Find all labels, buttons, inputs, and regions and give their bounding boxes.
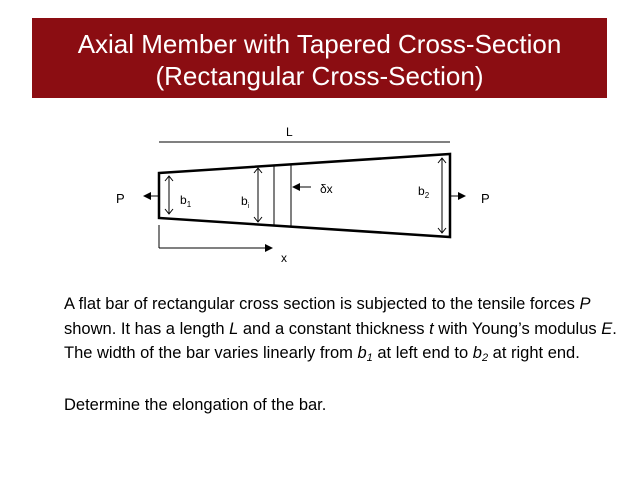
title-line-1: Axial Member with Tapered Cross-Section — [77, 29, 562, 59]
x-label: x — [281, 251, 287, 265]
length-label: L — [286, 125, 293, 139]
b1-label: $b_1$ — [180, 193, 192, 209]
problem-statement — [64, 292, 624, 417]
right-load-label: P — [481, 191, 490, 206]
title-line-2: (Rectangular Cross-Section) — [155, 61, 484, 91]
tapered-bar — [159, 154, 450, 237]
element-label: δx — [320, 182, 333, 196]
question-text: Determine the elongation of the bar. — [64, 395, 327, 414]
problem-paragraph: A flat bar of rectangular cross section is subjected to the tensile forces P shown. It has a length L and a constant thickness t with Young’s modulus E. The width of the bar varies linearly from $b_1$ at left end to $b_2$ at right end. — [64, 295, 617, 364]
bi-label: $b_i$ — [241, 194, 250, 210]
left-load-label: P — [116, 191, 125, 206]
b2-label: $b_2$ — [418, 184, 430, 200]
